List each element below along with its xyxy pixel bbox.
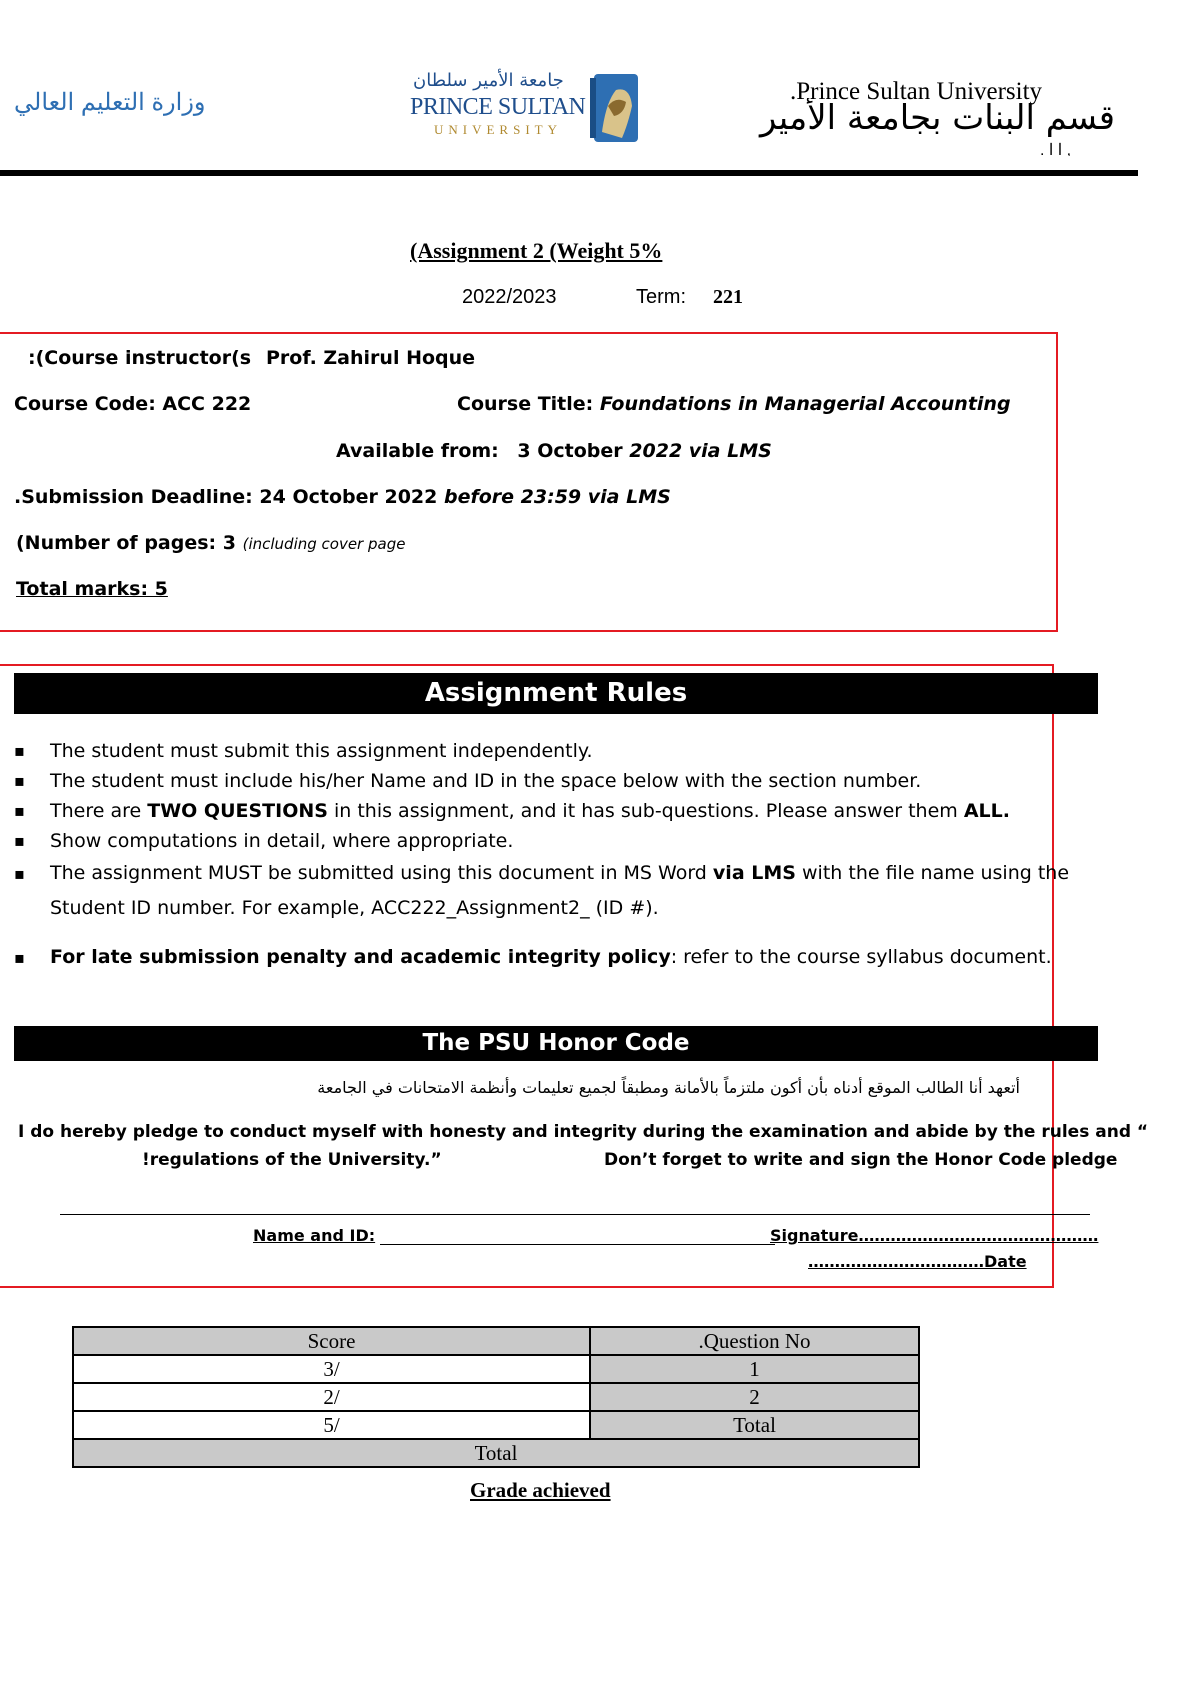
- assignment-rules-heading: Assignment Rules: [14, 673, 1098, 714]
- total-marks: Total marks: 5: [16, 578, 168, 600]
- grade-achieved-label: Grade achieved: [470, 1478, 611, 1502]
- rule-item: ▪ The assignment MUST be submitted using this document in MS Word via LMS with the file name using the Student ID number. For example, ACC222_Assignment2_ (ID #).: [14, 856, 1114, 926]
- honor-pledge-arabic: أتعهد أنا الطالب الموقع أدناه بأن أكون ملتزماً بالأمانة ومطبقاً لجميع تعليمات وأنظمة الامتحانات في الجامعة: [317, 1078, 1020, 1097]
- question-header: .Question No: [590, 1327, 919, 1355]
- course-code-label: Course Code: [14, 393, 149, 415]
- rule-item: ▪ The student must include his/her Name and ID in the space below with the section number.: [14, 766, 1114, 796]
- signature-divider: [60, 1214, 1090, 1215]
- number-of-pages: [16, 532, 405, 554]
- available-from: [336, 440, 772, 462]
- rules-list: [14, 736, 1114, 975]
- rule-item: ▪ The student must submit this assignment independently.: [14, 736, 1114, 766]
- table-row: [73, 1355, 919, 1383]
- course-title: [457, 393, 1011, 415]
- academic-year: 2022/2023: [462, 286, 557, 308]
- question-cell: 1: [590, 1355, 919, 1383]
- available-date: 3 October: [517, 440, 623, 462]
- date-field[interactable]: ……………………………Date: [808, 1252, 1027, 1271]
- header-divider: [0, 170, 1138, 176]
- table-row: [73, 1383, 919, 1411]
- deadline-rest: before 23:59 via LMS: [443, 486, 671, 508]
- term-value: 221: [713, 286, 743, 308]
- logo-wordmark: PRINCE SULTAN: [410, 94, 586, 120]
- table-header-row: [73, 1327, 919, 1355]
- logo-subtitle: UNIVERSITY: [434, 122, 562, 137]
- name-and-id-field[interactable]: [380, 1244, 775, 1245]
- honor-pledge-reminder: Don’t forget to write and sign the Honor Code pledge: [604, 1150, 1118, 1170]
- table-row: [73, 1411, 919, 1439]
- pages-label: (Number of pages: 3: [16, 532, 236, 554]
- instructor-label: :(Course instructor(s: [28, 347, 252, 369]
- available-label: Available from:: [336, 440, 499, 462]
- deadline-label: .Submission Deadline: 24 October 2022: [14, 486, 438, 508]
- course-code-value: : ACC 222: [148, 393, 252, 415]
- name-and-id-label: Name and ID:: [253, 1226, 376, 1245]
- instructor-name: Prof. Zahirul Hoque: [266, 347, 476, 369]
- table-footer-row: [73, 1439, 919, 1467]
- assignment-title: (Assignment 2 (Weight 5%: [410, 238, 663, 263]
- university-name-arabic-overflow: . ا ا ,: [1040, 142, 1072, 156]
- rule-item: ▪ Show computations in detail, where appropriate.: [14, 826, 1114, 856]
- score-header: Score: [73, 1327, 590, 1355]
- university-name-english: .Prince Sultan University: [790, 78, 1043, 105]
- course-title-value: Foundations in Managerial Accounting: [599, 393, 1011, 415]
- logo-arabic-text: جامعة الأمير سلطان: [413, 70, 564, 91]
- honor-pledge-english-line2: !regulations of the University.”: [142, 1150, 442, 1170]
- score-cell: 3/: [73, 1355, 590, 1383]
- honor-pledge-english-line1: I do hereby pledge to conduct myself with honesty and integrity during the examination and abide by the rules and “: [18, 1122, 1149, 1142]
- course-code: [14, 393, 251, 415]
- submission-deadline: [14, 486, 671, 508]
- score-cell: 5/: [73, 1411, 590, 1439]
- pages-note: (including cover page: [242, 535, 406, 553]
- score-table: [72, 1326, 920, 1468]
- course-title-label: Course Title:: [457, 393, 594, 415]
- available-rest: 2022 via LMS: [629, 440, 772, 462]
- term-label: Term:: [636, 286, 686, 308]
- rule-item: ▪ There are TWO QUESTIONS in this assignment, and it has sub-questions. Please answer them ALL.: [14, 796, 1114, 826]
- score-cell: 2/: [73, 1383, 590, 1411]
- signature-field[interactable]: Signature………………………………………: [770, 1226, 1099, 1245]
- rule-item: ▪ For late submission penalty and academic integrity policy: refer to the course syllabus document.: [14, 940, 1114, 975]
- ministry-name: وزارة التعليم العالي: [14, 89, 206, 116]
- university-logo: [410, 72, 650, 146]
- question-cell: Total: [590, 1411, 919, 1439]
- university-name-arabic: قسم البنات بجامعة الأمير: [759, 98, 1115, 138]
- table-footer-total: Total: [73, 1439, 919, 1467]
- honor-code-heading: The PSU Honor Code: [14, 1026, 1098, 1061]
- question-cell: 2: [590, 1383, 919, 1411]
